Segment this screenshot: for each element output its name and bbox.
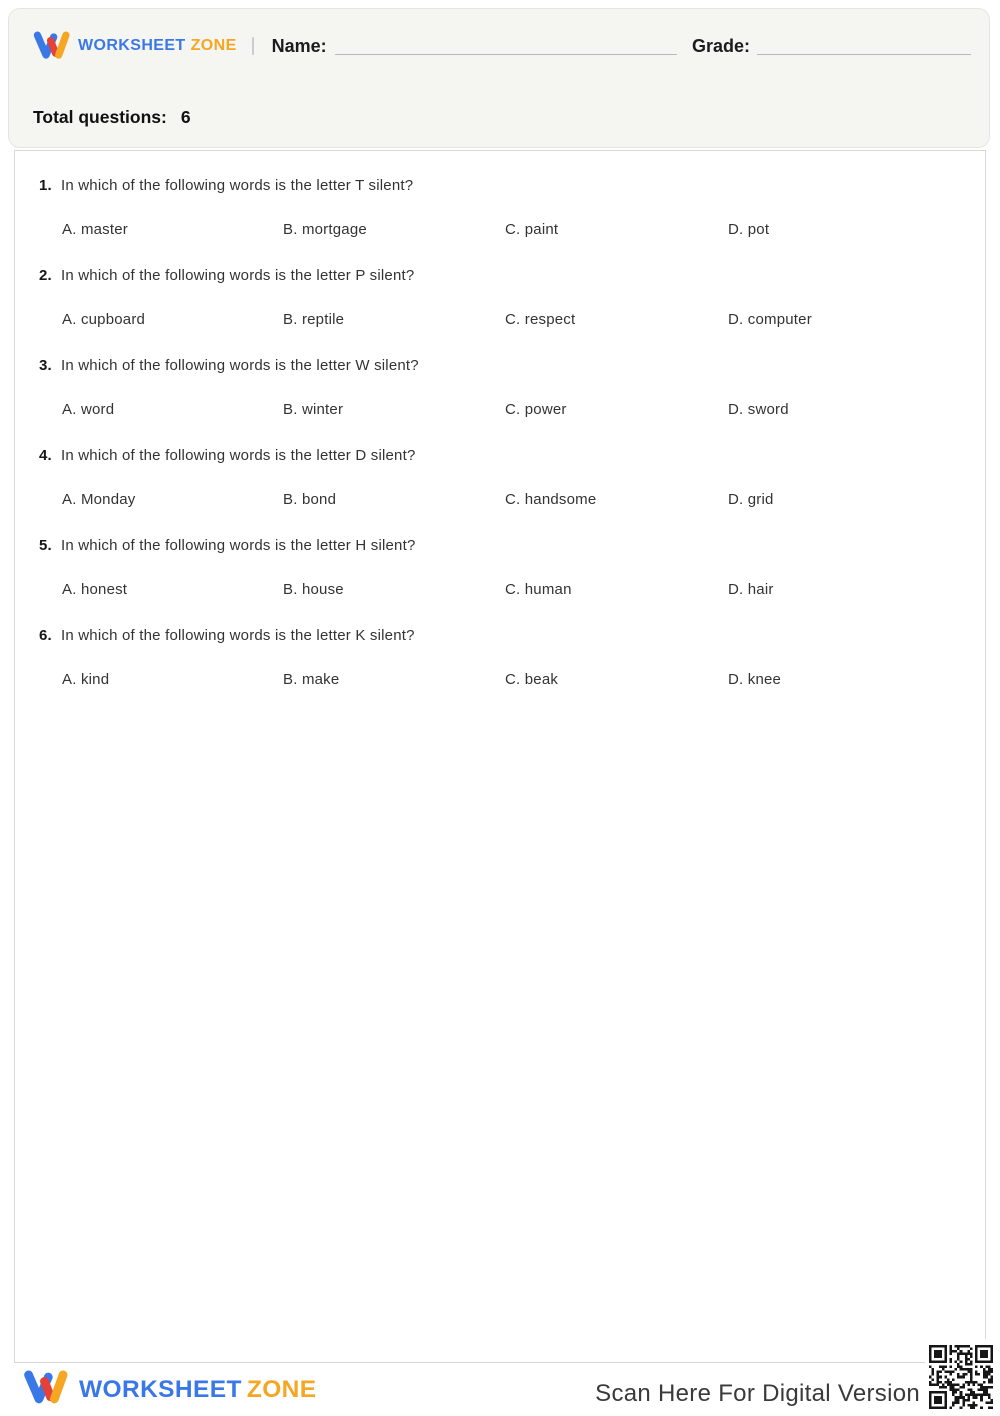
option-d: D. hair [728, 581, 774, 598]
brand-word-zone: ZONE [246, 1376, 317, 1403]
option-b: B. reptile [283, 311, 345, 328]
header-row [31, 25, 971, 67]
question-number: 5. [39, 537, 52, 554]
question-text: In which of the following words is the letter D silent? [61, 447, 416, 464]
option-c: C. beak [505, 671, 559, 688]
question-number: 2. [39, 267, 52, 284]
total-questions [33, 107, 191, 128]
option-c: C. paint [505, 221, 559, 238]
question-text: In which of the following words is the letter K silent? [61, 627, 415, 644]
w-logo-icon [31, 27, 71, 65]
question-text: In which of the following words is the letter W silent? [61, 357, 419, 374]
question-number: 4. [39, 447, 52, 464]
option-c: C. handsome [505, 491, 597, 508]
brand-wordmark [79, 1376, 317, 1404]
option-d: D. sword [728, 401, 789, 418]
question-number: 1. [39, 177, 52, 194]
question-text: In which of the following words is the letter T silent? [61, 177, 414, 194]
option-d: D. computer [728, 311, 812, 328]
w-logo-icon [20, 1365, 70, 1416]
option-b: B. house [283, 581, 344, 598]
questions-box [14, 150, 986, 1363]
option-c: C. power [505, 401, 567, 418]
total-questions-label: Total questions: [33, 107, 167, 127]
option-d: D. pot [728, 221, 770, 238]
question-number: 6. [39, 627, 52, 644]
question-3 [15, 357, 985, 423]
name-label: Name: [271, 35, 327, 56]
question-text: In which of the following words is the letter H silent? [61, 537, 416, 554]
header-divider [252, 37, 254, 55]
option-c: C. respect [505, 311, 576, 328]
option-d: D. grid [728, 491, 774, 508]
question-5 [15, 537, 985, 603]
option-a: A. word [62, 401, 115, 418]
brand-word-zone: ZONE [190, 37, 237, 54]
worksheet-zone-logo [31, 27, 237, 65]
option-a: A. master [62, 221, 128, 238]
grade-label: Grade: [692, 35, 751, 56]
option-b: B. winter [283, 401, 344, 418]
question-1 [15, 177, 985, 243]
option-a: A. kind [62, 671, 110, 688]
option-d: D. knee [728, 671, 782, 688]
brand-word-worksheet: WORKSHEET [78, 37, 186, 54]
question-2 [15, 267, 985, 333]
option-b: B. make [283, 671, 340, 688]
question-6 [15, 627, 985, 693]
option-b: B. mortgage [283, 221, 367, 238]
question-text: In which of the following words is the letter P silent? [61, 267, 415, 284]
footer-worksheet-zone-logo [20, 1366, 317, 1414]
brand-wordmark [78, 37, 237, 55]
option-a: A. Monday [62, 491, 136, 508]
grade-line [757, 54, 971, 55]
qr-code-svg [929, 1345, 993, 1409]
option-a: A. cupboard [62, 311, 146, 328]
option-b: B. bond [283, 491, 337, 508]
scan-here-text: Scan Here For Digital Version [595, 1380, 920, 1407]
name-line [335, 54, 677, 55]
option-a: A. honest [62, 581, 128, 598]
option-c: C. human [505, 581, 572, 598]
question-number: 3. [39, 357, 52, 374]
total-questions-value: 6 [180, 107, 191, 127]
question-4 [15, 447, 985, 513]
brand-word-worksheet: WORKSHEET [79, 1376, 242, 1403]
header-card [8, 8, 990, 148]
qr-code [925, 1339, 997, 1414]
